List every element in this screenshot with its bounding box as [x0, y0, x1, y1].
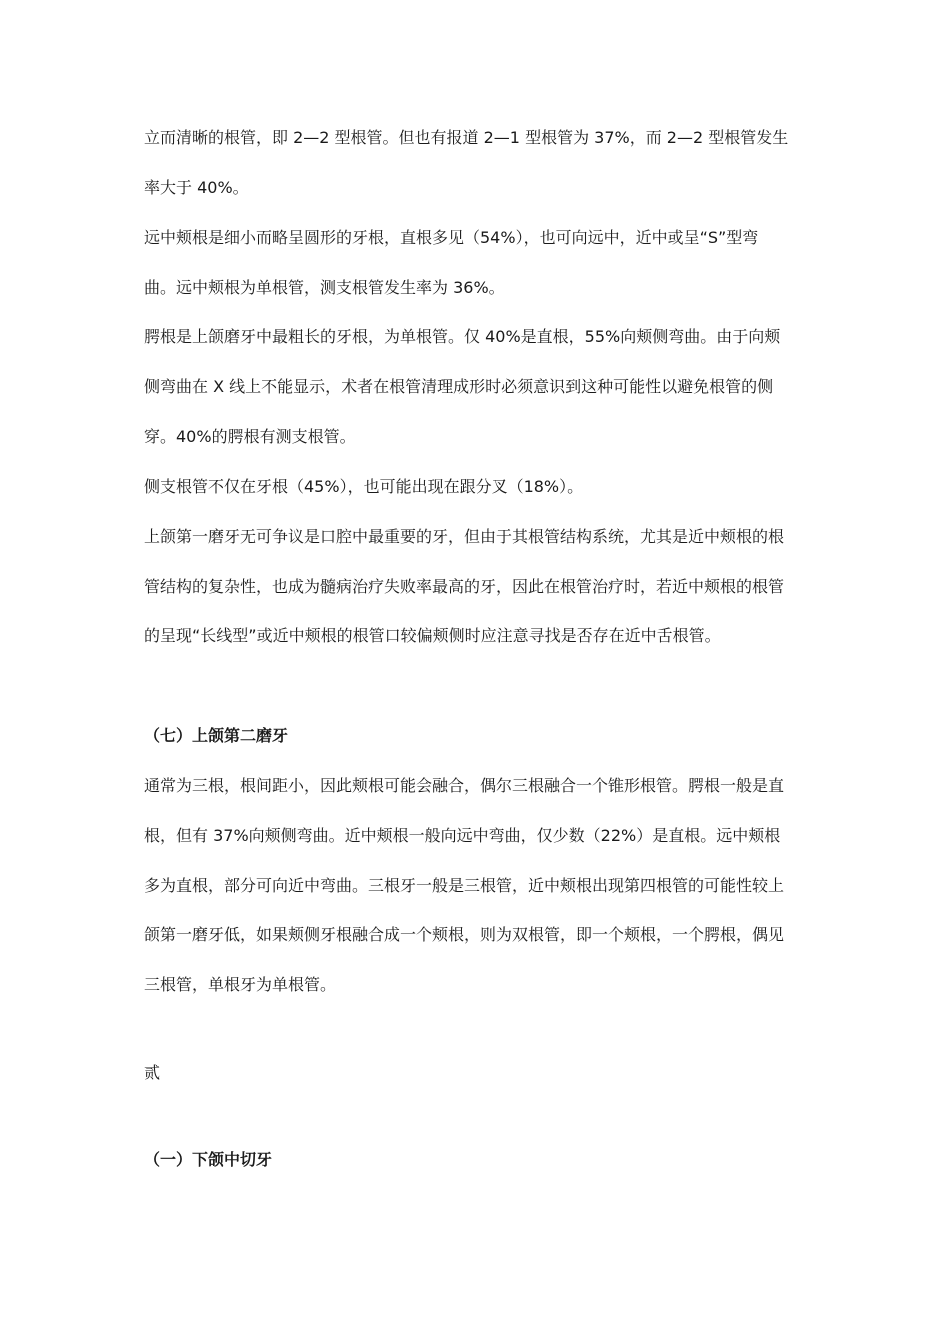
- section-heading: （七）上颌第二磨牙: [144, 726, 289, 745]
- paragraph-line: 穿。40%的腭根有测支根管。: [144, 427, 356, 446]
- section-heading: （一）下颌中切牙: [144, 1150, 273, 1169]
- paragraph-line: 通常为三根，根间距小，因此颊根可能会融合，偶尔三根融合一个锥形根管。腭根一般是直: [144, 776, 785, 795]
- paragraph-line: 上颌第一磨牙无可争议是口腔中最重要的牙，但由于其根管结构系统，尤其是近中颊根的根: [144, 527, 785, 546]
- paragraph-line: 的呈现“长线型”或近中颊根的根管口较偏颊侧时应注意寻找是否存在近中舌根管。: [144, 626, 721, 645]
- paragraph-line: 根，但有 37%向颊侧弯曲。近中颊根一般向远中弯曲，仅少数（22%）是直根。远中颊根: [144, 826, 781, 845]
- paragraph-line: 立而清晰的根管，即 2—2 型根管。但也有报道 2—1 型根管为 37%，而 2—2 型根管发生: [144, 128, 789, 147]
- paragraph-line: 侧支根管不仅在牙根（45%），也可能出现在跟分叉（18%）。: [144, 477, 584, 496]
- paragraph-line: 三根管，单根牙为单根管。: [144, 975, 337, 994]
- paragraph-line: 率大于 40%。: [144, 178, 249, 197]
- section-label: 贰: [144, 1063, 161, 1082]
- paragraph-line: 管结构的复杂性，也成为髓病治疗失败率最高的牙，因此在根管治疗时，若近中颊根的根管: [144, 577, 785, 596]
- paragraph-line: 多为直根，部分可向近中弯曲。三根牙一般是三根管，近中颊根出现第四根管的可能性较上: [144, 876, 785, 895]
- paragraph-line: 曲。远中颊根为单根管，测支根管发生率为 36%。: [144, 278, 505, 297]
- paragraph-line: 侧弯曲在 X 线上不能显示，术者在根管清理成形时必须意识到这种可能性以避免根管的侧: [144, 377, 774, 396]
- paragraph-line: 远中颊根是细小而略呈圆形的牙根，直根多见（54%），也可向远中，近中或呈“S”型弯: [144, 228, 759, 247]
- paragraph-line: 颌第一磨牙低，如果颊侧牙根融合成一个颊根，则为双根管，即一个颊根，一个腭根，偶见: [144, 925, 785, 944]
- paragraph-line: 腭根是上颌磨牙中最粗长的牙根，为单根管。仅 40%是直根，55%向颊侧弯曲。由于向颊: [144, 327, 781, 346]
